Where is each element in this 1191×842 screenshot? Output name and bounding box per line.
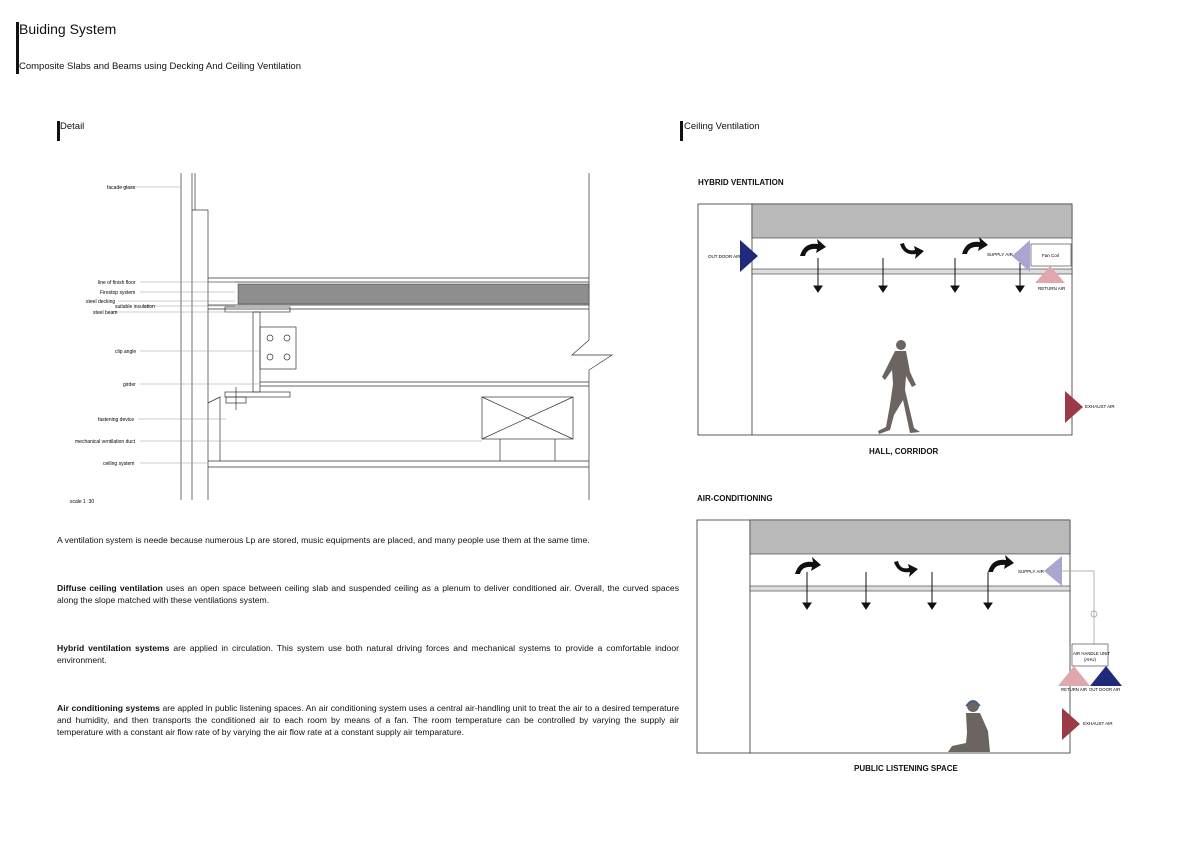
- hybrid-return-air-icon: [1035, 266, 1065, 283]
- ac-supply-air-label: SUPPLY AIR: [1018, 569, 1044, 574]
- label-finish-floor: line of finish floor: [98, 280, 136, 286]
- hybrid-outdoor-air-icon: [740, 240, 758, 272]
- ahu-label-line2: (AHU): [1084, 657, 1096, 662]
- label-firestop: Firestop system: [100, 290, 136, 296]
- diffuse-text: uses an open space between ceiling slab and suspended ceiling as a plenum to deliver conditioned air. Overall, the curved spaces along the slope matched with these ventilations system.: [57, 583, 679, 605]
- hybrid-curve-arrow-1: [800, 239, 826, 256]
- detail-section-drawing: [60, 165, 620, 510]
- ac-outdoor-air-label: OUT DOOR AIR: [1089, 687, 1121, 692]
- ac-return-air-label: RETURN AIR: [1061, 687, 1088, 692]
- ac-caption: PUBLIC LISTENING SPACE: [854, 764, 958, 773]
- detail-scale: scale 1 :30: [70, 499, 95, 505]
- label-ceiling-system: ceiling system: [103, 461, 135, 467]
- label-clip-angle: clip angle: [115, 349, 137, 355]
- ac-curve-arrow-2: [894, 561, 918, 577]
- label-steel-decking: steel decking: [86, 299, 116, 305]
- ac-term: Air conditioning systems: [57, 703, 160, 713]
- hybrid-fan-coil-label: Fan Coil: [1042, 253, 1059, 258]
- label-ventilation-duct: mechanical ventilation duct: [75, 439, 136, 445]
- ceiling-accent-bar: [680, 121, 683, 141]
- section-detail-title: Detail: [60, 121, 85, 132]
- label-fastening-device: fastening device: [98, 417, 135, 423]
- walking-person-icon: [878, 340, 920, 434]
- ac-curve-arrow-1: [795, 557, 821, 574]
- page-title: Buiding System: [19, 21, 117, 37]
- hybrid-heading: HYBRID VENTILATION: [698, 178, 784, 187]
- label-girder: girder: [123, 382, 136, 388]
- hybrid-supply-air-icon: [1012, 240, 1030, 272]
- section-ceiling-title: Ceiling Ventilation: [684, 121, 760, 132]
- hybrid-supply-air-label: SUPPLY AIR: [987, 252, 1013, 257]
- paragraph-hybrid: [57, 642, 679, 666]
- hybrid-exhaust-air-label: EXHAUST AIR: [1085, 404, 1115, 409]
- hybrid-return-air-label: RETURN AIR: [1038, 286, 1066, 291]
- label-insulation: suitable insulation: [115, 304, 155, 310]
- ac-curve-arrow-3: [988, 555, 1014, 572]
- hybrid-term: Hybrid ventilation systems: [57, 643, 170, 653]
- ac-exhaust-air-label: EXHAUST AIR: [1083, 721, 1113, 726]
- ac-slab: [750, 520, 1070, 554]
- hybrid-outdoor-air-label: OUT DOOR AIR: [708, 254, 741, 259]
- ac-text: are appled in public listening spaces. An air conditioning system uses a central air-handling unit to treat the air to a desired temperature and humidity, and then transports the conditioned air to each room by means of a fan. The room temperature can be controlled by varying the supply air temperature with a constant air flow rate of by varying the air flow rate at a constant supply air temparature.: [57, 703, 679, 737]
- ac-outdoor-air-icon: [1090, 666, 1122, 686]
- label-facade-glass: facade glass: [107, 185, 136, 191]
- hybrid-text: are applied in circulation. This system use both natural driving forces and mechanical systems to provide a comfortable indoor environment.: [57, 643, 679, 665]
- label-steel-beam: steel beam: [93, 310, 118, 316]
- ac-supply-air-icon: [1044, 556, 1062, 586]
- ac-return-air-icon: [1058, 666, 1090, 686]
- hybrid-exhaust-air-icon: [1065, 391, 1083, 423]
- hybrid-ventilation-diagram: [690, 200, 1120, 440]
- page-subtitle: Composite Slabs and Beams using Decking And Ceiling Ventilation: [19, 61, 301, 72]
- hybrid-curve-arrow-3: [962, 237, 988, 254]
- diffuse-term: Diffuse ceiling ventilation: [57, 583, 163, 593]
- sitting-person-icon: [948, 700, 990, 752]
- hybrid-slab: [752, 204, 1072, 238]
- paragraph-intro: A ventilation system is neede because numerous Lp are stored, music equipments are placed, and many people use them at the same time.: [57, 535, 590, 545]
- paragraph-diffuse: [57, 582, 679, 606]
- hybrid-caption: HALL, CORRIDOR: [869, 447, 939, 456]
- hybrid-curve-arrow-2: [900, 243, 924, 259]
- air-conditioning-diagram: [690, 516, 1130, 761]
- ac-heading: AIR-CONDITIONING: [697, 494, 773, 503]
- paragraph-ac: [57, 702, 679, 738]
- ac-exhaust-air-icon: [1062, 708, 1080, 740]
- ahu-label-line1: AIR HANDLE UNIT: [1073, 651, 1111, 656]
